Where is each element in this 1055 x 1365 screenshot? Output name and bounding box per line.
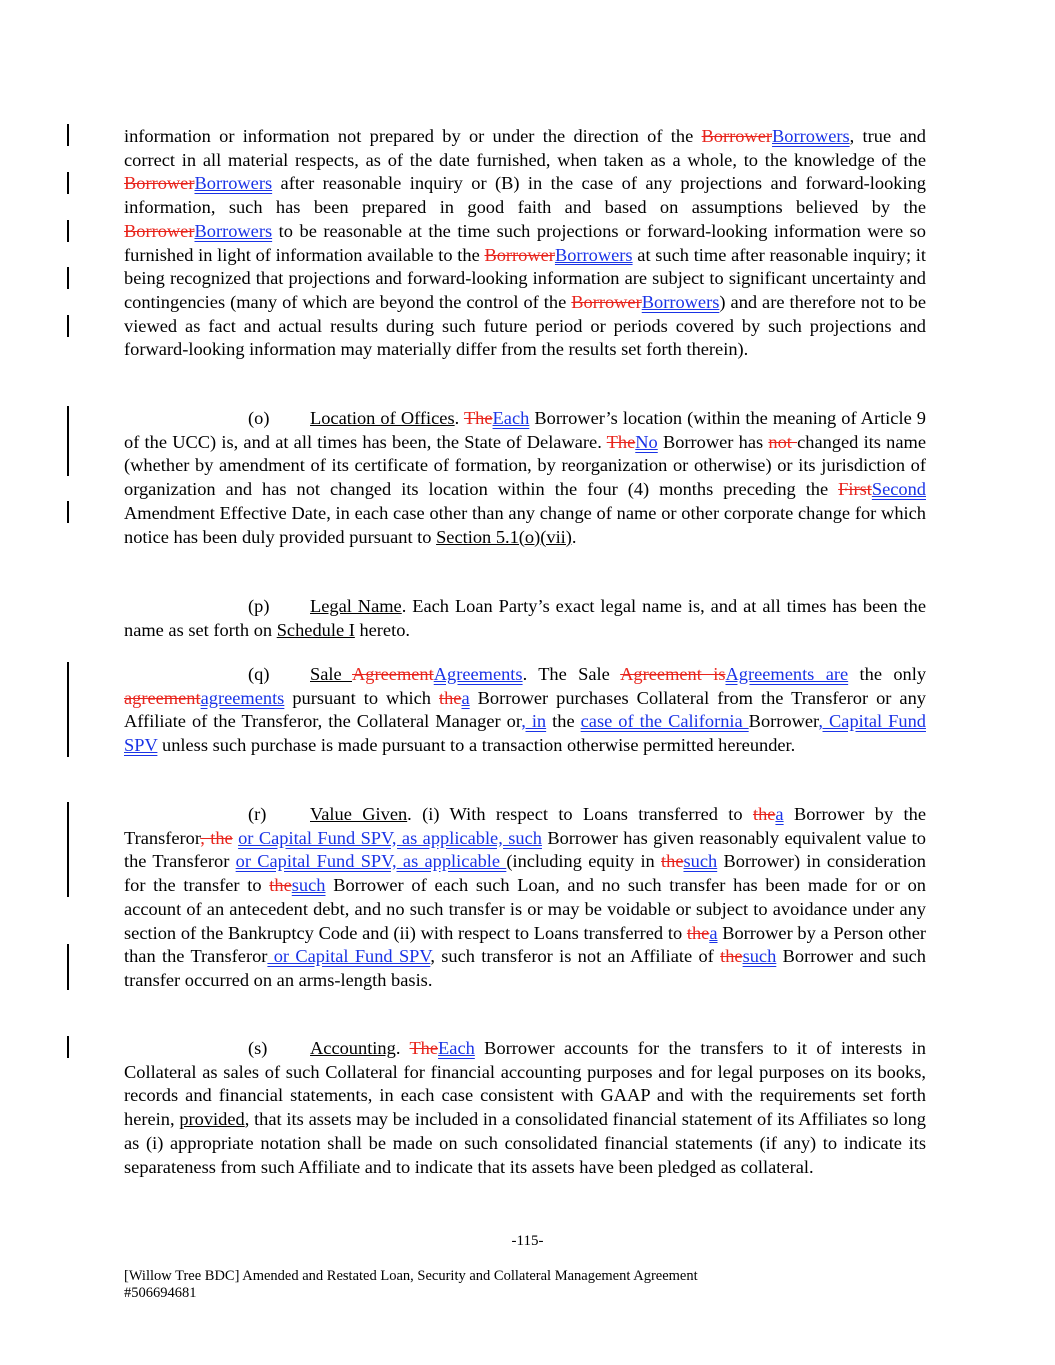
inserted-text: Each xyxy=(492,408,530,428)
change-bar xyxy=(67,1036,69,1058)
inserted-text: , Capital Fund SPV xyxy=(124,711,926,756)
deleted-text: the xyxy=(686,922,710,943)
paragraph-n xyxy=(124,125,926,362)
deleted-text: Agreement xyxy=(352,664,434,684)
deleted-text: the xyxy=(439,687,462,708)
change-bar xyxy=(67,802,69,897)
underlined-heading: Value Given xyxy=(310,804,408,824)
body-text: Borrower purchases Collateral from the Transferor or any Affiliate of the Transferor, the Collateral Manager or xyxy=(124,687,926,732)
body-text: to be reasonable at the time such projections or forward-looking information were so furnished in light of information available to the xyxy=(124,220,926,265)
section-label: (p) xyxy=(248,596,270,616)
inserted-text: such xyxy=(683,851,718,872)
deleted-text: agreement xyxy=(124,687,201,708)
body-text: Borrower accounts for the transfers to it of interests in Collateral as sales of such Collateral for financial accounting purposes and for legal purposes on its books, records and financial statements, in each case consistent with GAAP and with the requirements set forth herein, xyxy=(124,1038,926,1130)
section-label: (o) xyxy=(248,408,270,428)
body-text: Borrower’s location (within the meaning of Article 9 of the UCC) is, and at all times has been, the State of Delaware. xyxy=(124,408,926,452)
underlined-heading: provided xyxy=(179,1109,245,1130)
body-text: . xyxy=(571,526,577,547)
body-text: the xyxy=(546,711,581,732)
body-text: changed its name (whether by amendment of its certificate of formation, by reorganization or otherwise) or its jurisdiction of organization and has not changed its location within the four (4) months preceding the xyxy=(124,431,926,500)
body-text: . The Sale xyxy=(522,664,621,684)
inserted-text: a xyxy=(775,804,784,824)
deleted-text: Borrower xyxy=(124,220,195,241)
inserted-text: Borrowers xyxy=(772,126,850,146)
inserted-text: a xyxy=(461,687,470,708)
paragraph-p xyxy=(124,595,926,642)
body-text: information or information not prepared by or under the direction of the xyxy=(124,126,702,146)
change-bar xyxy=(67,267,69,289)
body-text: . Each Loan Party’s exact legal name is, and at all times has been the name as set forth on xyxy=(124,596,927,640)
inserted-text: case of the California xyxy=(580,711,749,732)
change-bar xyxy=(67,172,69,194)
change-bar xyxy=(67,501,69,523)
body-text: . xyxy=(454,408,464,428)
body-text: ) and are therefore not to be viewed as fact and actual results during such future period or periods covered by such projections and forward-looking information may materially differ from the results set forth therein). xyxy=(124,291,926,360)
body-text: , that its assets may be included in a consolidated financial statement of its Affiliates so long as (i) appropriate notation shall be made on such consolidated financial statements (if any) to indicate its separateness from such Affiliate and to indicate that its assets have been pledged as collateral. xyxy=(124,1109,926,1177)
change-bar xyxy=(67,406,69,476)
section-label: (s) xyxy=(248,1038,268,1058)
body-text: Amendment Effective Date, in each case other than any change of name or other corporate change for which notice has been duly provided pursuant to xyxy=(124,502,926,547)
change-bar xyxy=(67,220,69,242)
inserted-text: such xyxy=(291,875,326,896)
footer-title: [Willow Tree BDC] Amended and Restated Loan, Security and Collateral Management Agreement xyxy=(124,1268,698,1284)
underlined-heading: Accounting xyxy=(310,1038,396,1058)
inserted-text: Borrowers xyxy=(194,173,273,194)
body-text: after reasonable inquiry or (B) in the case of any projections and forward-looking information, such has been prepared in good faith and based on assumptions believed by the xyxy=(124,173,926,218)
deleted-text: Borrower xyxy=(124,173,195,194)
body-text: . (i) With respect to Loans transferred to xyxy=(407,804,753,824)
body-text: Borrower xyxy=(748,711,819,732)
underlined-heading: Legal Name xyxy=(310,596,402,616)
body-text: Borrower by a Person other than the Transferor xyxy=(124,922,926,967)
body-text: pursuant to which xyxy=(284,687,439,708)
inserted-text: such xyxy=(742,946,777,967)
change-bar xyxy=(67,124,69,146)
paragraph-s xyxy=(124,1037,926,1179)
deleted-text: the xyxy=(752,804,776,824)
inserted-text: Second xyxy=(871,479,926,500)
inserted-text: No xyxy=(635,431,658,452)
body-text: (including equity in xyxy=(506,851,662,872)
body-text: at such time after reasonable inquiry; it being recognized that projections and forward-looking information are subject to significant uncertainty and contingencies (many of which are beyond the control of the xyxy=(124,244,926,312)
deleted-text: Agreement is xyxy=(620,664,726,684)
inserted-text: or Capital Fund SPV, as applicable, such xyxy=(238,827,542,848)
body-text: Borrower has xyxy=(657,431,769,452)
body-text: Borrower by the Transferor xyxy=(124,804,926,848)
section-label: (q) xyxy=(248,664,270,684)
deleted-text: The xyxy=(409,1038,439,1058)
footer-doc-id: #506694681 xyxy=(124,1285,197,1301)
inserted-text: , in xyxy=(521,711,547,732)
change-bar xyxy=(67,944,69,990)
body-text: unless such purchase is made pursuant to a transaction otherwise permitted hereunder. xyxy=(157,735,796,756)
body-text: Borrower) in consideration for the transfer to xyxy=(124,851,926,896)
page-number: -115- xyxy=(511,1233,544,1249)
inserted-text: Agreements are xyxy=(725,664,849,684)
deleted-text: not xyxy=(768,431,798,452)
paragraph-o xyxy=(124,407,926,549)
body-text: Borrower of each such Loan, and no such transfer has been made for or on account of an antecedent debt, and no such transfer is or may be voidable or subject to avoidance under any section of the Bankruptcy Code and (ii) with respect to Loans transferred to xyxy=(124,875,926,943)
underlined-heading: Schedule I xyxy=(276,619,355,640)
inserted-text: Agreements xyxy=(433,664,523,684)
paragraph-q xyxy=(124,663,926,758)
body-text: the only xyxy=(848,664,927,684)
footer xyxy=(124,1268,698,1302)
inserted-text: or Capital Fund SPV, as applicable xyxy=(235,851,507,872)
inserted-text: Borrowers xyxy=(554,244,633,265)
underlined-heading: Sale xyxy=(310,664,353,684)
deleted-text: the xyxy=(661,851,684,872)
deleted-text: , the xyxy=(200,827,233,848)
deleted-text: The xyxy=(463,408,493,428)
inserted-text: or Capital Fund SPV xyxy=(267,946,431,967)
deleted-text: the xyxy=(720,946,743,967)
underlined-heading: Location of Offices xyxy=(310,408,455,428)
inserted-text: Each xyxy=(438,1038,475,1058)
body-text: Borrower and such transfer occurred on an arms-length basis. xyxy=(124,946,927,990)
deleted-text: Borrower xyxy=(484,244,555,265)
body-text: hereto. xyxy=(354,619,410,640)
deleted-text: the xyxy=(269,875,292,896)
underlined-heading: Section 5.1(o)(vii) xyxy=(436,526,572,547)
change-bar xyxy=(67,315,69,337)
deleted-text: The xyxy=(606,431,636,452)
body-text: . xyxy=(395,1038,410,1058)
inserted-text: Borrowers xyxy=(194,220,273,241)
deleted-text: Borrower xyxy=(701,126,773,146)
body-text: , such transferor is not an Affiliate of xyxy=(430,946,721,967)
deleted-text: Borrower xyxy=(571,291,642,312)
body-text: , true and correct in all material respects, as of the date furnished, when taken as a whole, to the knowledge of the xyxy=(124,126,926,170)
inserted-text: agreements xyxy=(200,687,285,708)
inserted-text: Borrowers xyxy=(641,291,720,312)
change-bar xyxy=(67,662,69,757)
inserted-text: a xyxy=(709,922,718,943)
section-label: (r) xyxy=(248,804,267,824)
body-text: Borrower has given reasonably equivalent value to the Transferor xyxy=(124,827,926,872)
paragraph-r xyxy=(124,803,926,993)
deleted-text: First xyxy=(838,479,872,500)
